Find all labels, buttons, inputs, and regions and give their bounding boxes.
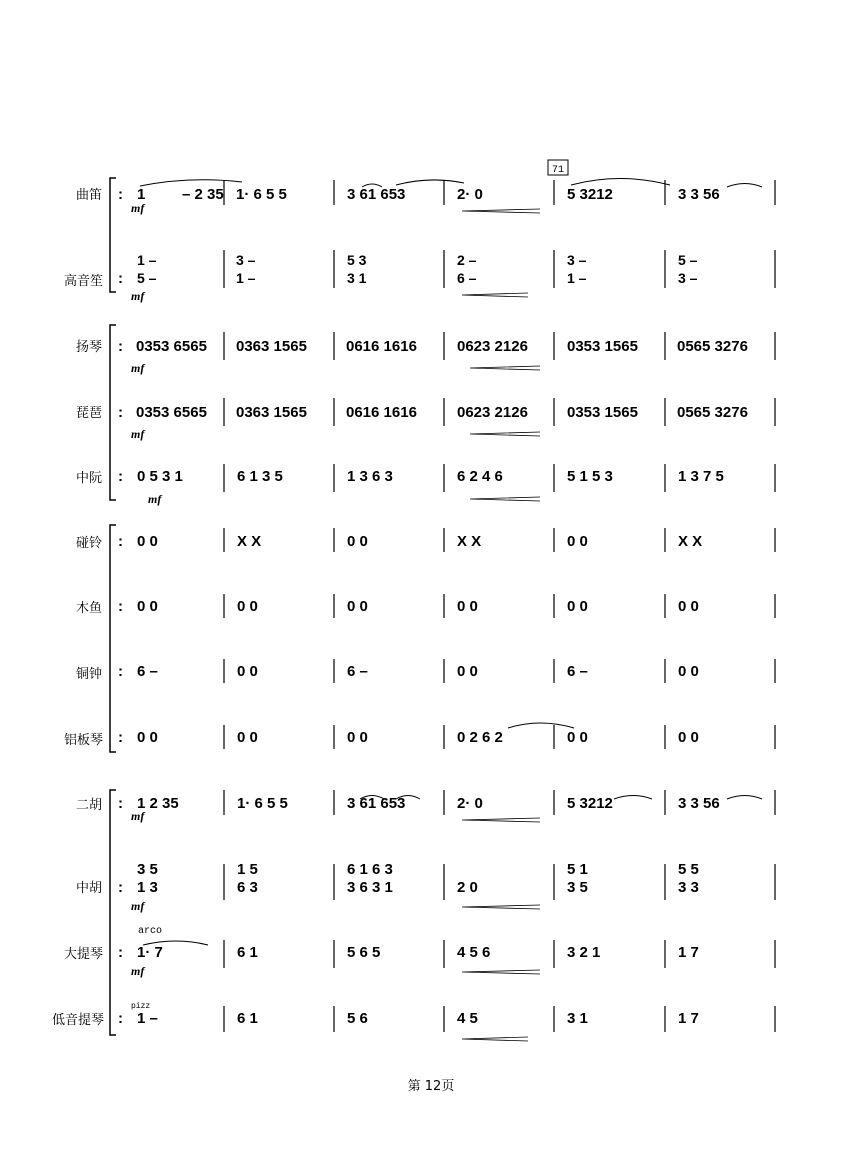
note-text: 3 5	[137, 861, 158, 878]
note-text: 0363 1565	[236, 404, 307, 421]
dynamic-mark: mf	[131, 899, 145, 913]
note-text: 1 7	[678, 944, 699, 961]
svg-text::: :	[118, 598, 123, 615]
note-text: 1 3	[137, 879, 158, 896]
page-number: 第 12页	[407, 1079, 455, 1094]
note-text: 0 0	[347, 533, 368, 550]
note-text: 1 7	[678, 1010, 699, 1027]
plucked-bracket	[110, 325, 116, 500]
note-text: 5 6 5	[347, 944, 381, 961]
note-text: 6 1 6 3	[347, 861, 393, 878]
note-text: 3 1	[567, 1010, 588, 1027]
note-text: 6 2 4 6	[457, 468, 503, 485]
note-text: 2 –	[457, 252, 477, 268]
note-text: 5 5	[678, 861, 699, 878]
dynamic-mark: mf	[131, 289, 145, 303]
note-text: 3 –	[236, 252, 256, 268]
note-text: 1· 6 5 5	[237, 795, 288, 812]
note-text: 6 –	[137, 663, 158, 680]
note-text: 0 0	[137, 533, 158, 550]
note-text: 1 –	[236, 270, 256, 286]
dynamic-mark: mf	[131, 361, 145, 375]
note-text: 3 1	[347, 270, 367, 286]
note-text: 0623 2126	[457, 338, 528, 355]
note-text: 6 –	[457, 270, 477, 286]
instrument-label: 扬琴	[76, 340, 103, 355]
note-text: 0353 1565	[567, 338, 638, 355]
instrument-label: 碰铃	[76, 536, 103, 551]
note-text: 1 3 7 5	[678, 468, 724, 485]
note-text: 5 1 5 3	[567, 468, 613, 485]
note-text: 0 0	[137, 729, 158, 746]
note-text: 2· 0	[457, 795, 483, 812]
note-text: – 2 35	[182, 186, 224, 203]
instrument-label: 琵琶	[76, 406, 103, 421]
note-text: 3 –	[567, 252, 587, 268]
hairpins	[462, 209, 540, 1041]
note-text: 5 3212	[567, 186, 613, 203]
note-text: 4 5	[457, 1010, 478, 1027]
note-text: 0 0	[237, 663, 258, 680]
note-text: 6 3	[237, 879, 258, 896]
svg-text::: :	[118, 663, 123, 680]
instrument-label: 中阮	[76, 471, 103, 486]
note-text: 0353 6565	[136, 338, 207, 355]
rehearsal-mark: 71	[552, 165, 565, 176]
note-text: 0565 3276	[677, 338, 748, 355]
svg-text::: :	[118, 270, 123, 287]
note-text: X X	[457, 533, 482, 550]
svg-text::: :	[118, 879, 123, 896]
note-text: 0 0	[678, 729, 699, 746]
dynamic-mark: mf	[131, 964, 145, 978]
note-text: 0 0	[567, 729, 588, 746]
note-text: 0 0	[678, 598, 699, 615]
note-text: 2 0	[457, 879, 478, 896]
note-text: 3 6 3 1	[347, 879, 393, 896]
note-text: 0623 2126	[457, 404, 528, 421]
slurs	[140, 179, 762, 946]
instrument-label: 大提琴	[64, 947, 104, 962]
repeat-marks	[118, 186, 123, 1027]
note-text: 0 0	[457, 663, 478, 680]
dynamic-mark: mf	[131, 809, 145, 823]
note-text: X X	[678, 533, 703, 550]
pizz-marking: pizz	[131, 1002, 151, 1011]
svg-text::: :	[118, 795, 123, 812]
svg-text::: :	[118, 729, 123, 746]
instrument-label: 中胡	[76, 881, 103, 896]
instrument-label: 高音笙	[64, 274, 104, 289]
note-text: 1 3 6 3	[347, 468, 393, 485]
note-text: 4 5 6	[457, 944, 491, 961]
note-text: 0 0	[347, 598, 368, 615]
note-text: 2· 0	[457, 186, 483, 203]
instrument-label: 木鱼	[76, 601, 103, 616]
note-text: 0 2 6 2	[457, 729, 503, 746]
note-text: 0353 6565	[136, 404, 207, 421]
svg-text::: :	[118, 1010, 123, 1027]
note-text: 0 0	[237, 598, 258, 615]
note-text: 0 0	[567, 533, 588, 550]
note-text: 3 3 56	[678, 795, 720, 812]
note-text: 5 3	[347, 252, 367, 268]
note-text: 1· 7	[137, 944, 163, 961]
note-text: 3 5	[567, 879, 588, 896]
note-text: 6 1	[237, 944, 258, 961]
note-text: 0 0	[457, 598, 478, 615]
note-text: 6 1	[237, 1010, 258, 1027]
note-text: 1 –	[137, 252, 157, 268]
svg-text::: :	[118, 338, 123, 355]
note-text: 0353 1565	[567, 404, 638, 421]
note-text: 0 0	[678, 663, 699, 680]
svg-text::: :	[118, 533, 123, 550]
svg-text::: :	[118, 468, 123, 485]
note-text: 1 2 35	[137, 795, 179, 812]
note-text: 1 –	[137, 1010, 158, 1027]
woodwind-bracket	[110, 178, 116, 292]
dynamic-mark: mf	[131, 427, 145, 441]
note-text: 0 5 3 1	[137, 468, 183, 485]
note-text: 0 0	[567, 598, 588, 615]
note-text: 0616 1616	[346, 404, 417, 421]
note-text: 5 –	[678, 252, 698, 268]
note-text: 0616 1616	[346, 338, 417, 355]
note-text: 3 3 56	[678, 186, 720, 203]
instrument-label: 曲笛	[76, 188, 103, 203]
note-text: X X	[237, 533, 262, 550]
instrument-label: 铜钟	[76, 667, 103, 682]
dynamic-mark: mf	[131, 201, 145, 215]
note-text: 6 –	[347, 663, 368, 680]
note-text: 3 3	[678, 879, 699, 896]
note-text: 0 0	[237, 729, 258, 746]
note-text: 1 –	[567, 270, 587, 286]
note-text: 0 0	[137, 598, 158, 615]
note-text: 6 –	[567, 663, 588, 680]
svg-text::: :	[118, 404, 123, 421]
svg-text::: :	[118, 944, 123, 961]
note-text: 5 6	[347, 1010, 368, 1027]
note-text: 6 1 3 5	[237, 468, 283, 485]
instrument-label: 二胡	[76, 798, 103, 813]
dynamic-mark: mf	[148, 492, 162, 506]
note-text: 1	[137, 186, 146, 203]
percussion-bracket	[110, 525, 116, 752]
arco-marking: arco	[138, 926, 163, 937]
instrument-label: 低音提琴	[52, 1013, 105, 1028]
note-text: 5 3212	[567, 795, 613, 812]
note-text: 0363 1565	[236, 338, 307, 355]
note-text: 5 1	[567, 861, 588, 878]
note-text: 5 –	[137, 270, 157, 286]
note-text: 3 61 653	[347, 795, 406, 812]
note-text: 0 0	[347, 729, 368, 746]
note-text: 3 61 653	[347, 186, 406, 203]
note-text: 3 2 1	[567, 944, 601, 961]
note-text: 1· 6 5 5	[236, 186, 287, 203]
note-text: 3 –	[678, 270, 698, 286]
note-text: 1 5	[237, 861, 258, 878]
instrument-label: 铝板琴	[64, 733, 104, 748]
note-text: 0565 3276	[677, 404, 748, 421]
strings-bracket	[110, 790, 116, 1035]
svg-text::: :	[118, 186, 123, 203]
